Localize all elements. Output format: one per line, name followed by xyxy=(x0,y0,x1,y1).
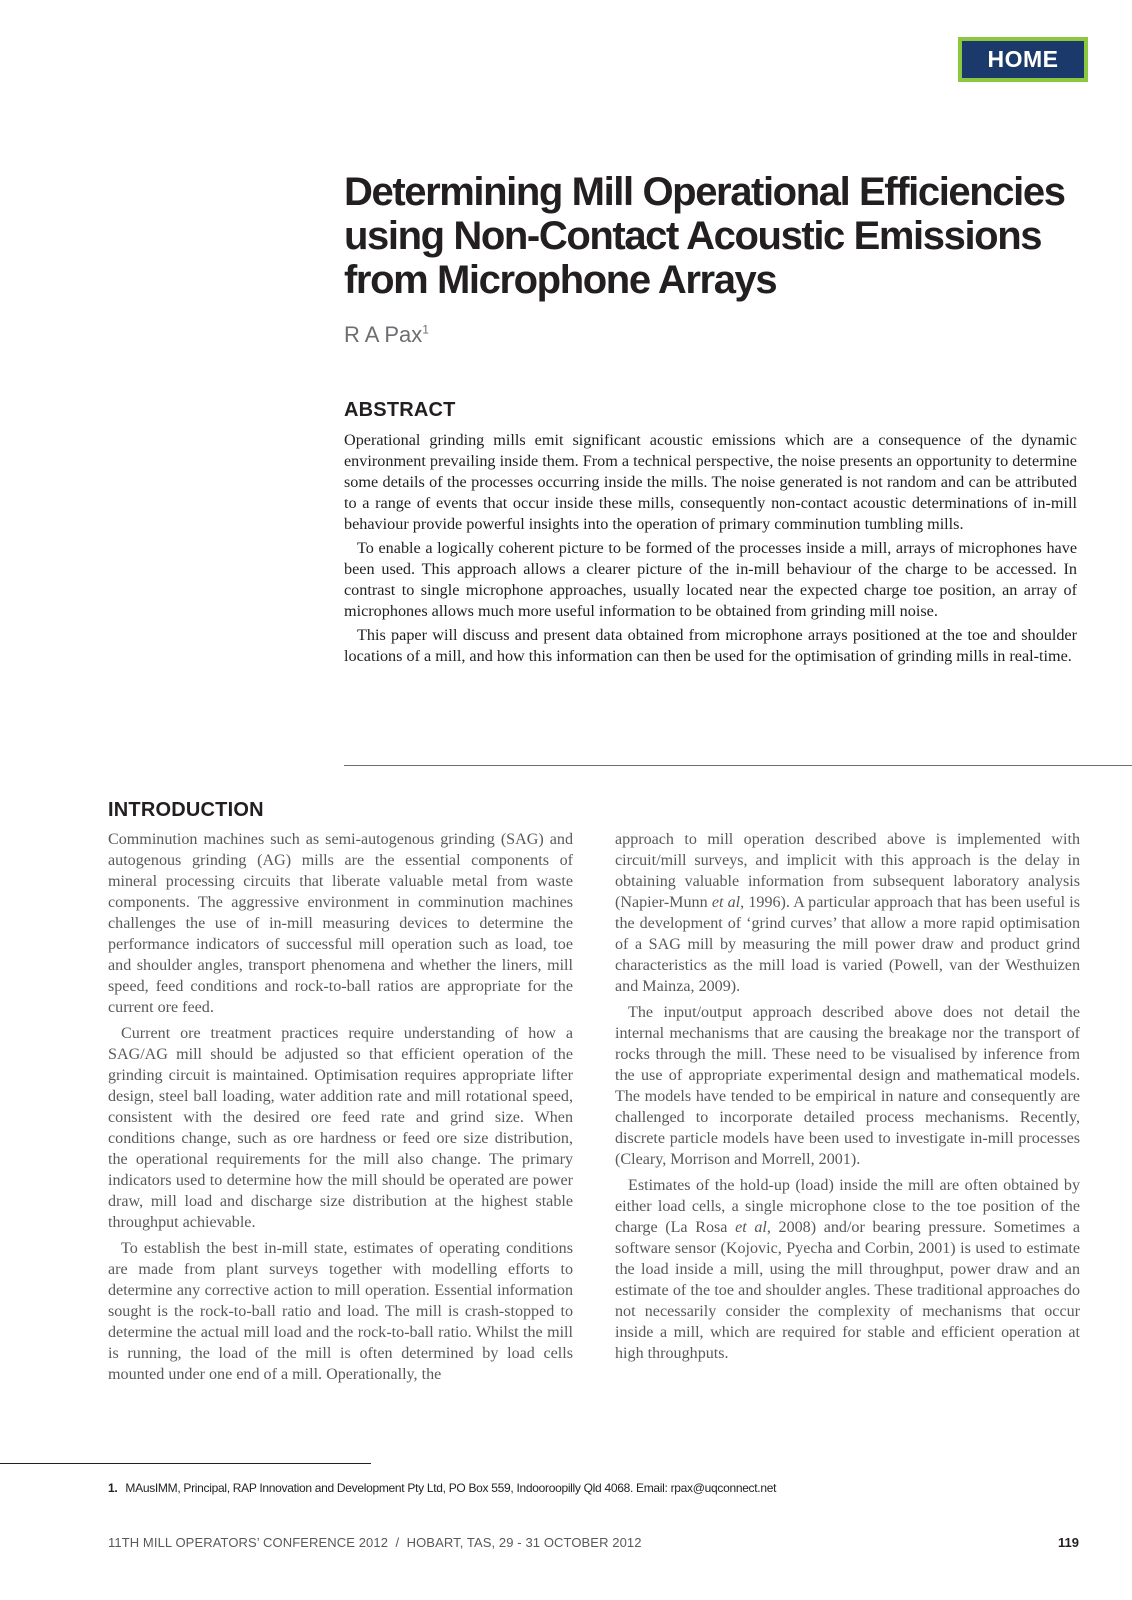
footnote xyxy=(108,1481,1108,1495)
italic-text: et al xyxy=(711,894,741,911)
author-name: R A Pax xyxy=(344,322,423,347)
paper-title: Determining Mill Operational Efficiencies using Non-Contact Acoustic Emissions from Microphone Arrays xyxy=(344,170,1065,302)
footnote-divider xyxy=(0,1463,371,1464)
running-footer: 11TH MILL OPERATORS’ CONFERENCE 2012 / HOBART, TAS, 29 - 31 OCTOBER 2012 xyxy=(108,1535,642,1550)
home-button[interactable]: HOME xyxy=(958,37,1088,82)
body-paragraph: Current ore treatment practices require understanding of how a SAG/AG mill should be adjusted so that efficient operation of the grinding circuit is maintained. Optimisation requires appropriate lifter design, steel ball loading, water addition rate and mill rotational speed, consistent with the desired ore feed rate and grind size. When conditions change, such as ore hardness or feed ore size distribution, the operational requirements for the mill also change. The primary indicators used to determine how the mill should be operated are power draw, mill load and discharge size distribution at the highest stable throughput achievable. xyxy=(108,1025,573,1231)
author-line xyxy=(344,322,429,348)
footnote-text: MAusIMM, Principal, RAP Innovation and Development Pty Ltd, PO Box 559, Indooroopilly Qld 4068. Email: rpax@uqconnect.net xyxy=(125,1481,777,1495)
body-paragraph: The input/output approach described above does not detail the internal mechanisms that are causing the breakage nor the transport of rocks through the mill. These need to be visualised by inference from the use of appropriate experimental design and mathematical models. The models have tended to be empirical in nature and consequently are challenged to incorporate detailed process mechanisms. Recently, discrete particle models have been used to investigate in-mill processes (Cleary, Morrison and Morrell, 2001). xyxy=(615,1004,1080,1168)
introduction-heading: INTRODUCTION xyxy=(108,799,264,821)
text-run: Estimates of the hold-up (load) inside the mill are often obtained by either load cells, a single microphone close to the toe position of the charge (La Rosa xyxy=(615,1177,1080,1236)
abstract-body xyxy=(344,430,1077,670)
body-paragraph: Comminution machines such as semi-autogenous grinding (SAG) and autogenous grinding (AG) mills are the essential components of mineral processing circuits that liberate valuable metal from waste components. The aggressive environment in comminution machines challenges the use of in-mill measuring devices to determine the performance indicators of successful mill operation such as load, toe and shoulder angles, transport phenomena and whether the liners, mill speed, feed conditions and rock-to-ball ratios are appropriate for the current ore feed. xyxy=(108,831,573,1016)
italic-text: et al xyxy=(735,1219,767,1236)
abstract-paragraph: This paper will discuss and present data obtained from microphone arrays positioned at the toe and shoulder locations of a mill, and how this information can then be used for the optimisation of grinding mills in real-time. xyxy=(344,626,1077,665)
text-run: , 1996). A particular approach that has been useful is the development of ‘grind curves’ that allow a more rapid optimisation of a SAG mill by measuring the mill power draw and product grind characteristics as the mill load is varied (Powell, van der Westhuizen and Mainza, 2009). xyxy=(615,894,1080,995)
page-number: 119 xyxy=(1058,1535,1079,1550)
abstract-divider xyxy=(344,765,1132,766)
body-paragraph: To establish the best in-mill state, estimates of operating conditions are made from plant surveys together with modelling efforts to determine any corrective action to mill operation. Essential information sought is the rock-to-ball ratio and load. The mill is crash-stopped to determine the actual mill load and the rock-to-ball ratio. Whilst the mill is running, the load of the mill is often determined by load cells mounted under one end of a mill. Operationally, the xyxy=(108,1240,573,1383)
text-run: approach to mill operation described above is implemented with circuit/mill surveys, and implicit with this approach is the delay in obtaining valuable information from subsequent laboratory analysis (Napier-Munn xyxy=(615,831,1080,911)
body-paragraph xyxy=(615,829,1080,997)
abstract-heading: ABSTRACT xyxy=(344,399,456,421)
right-column xyxy=(615,829,1080,1369)
abstract-paragraph: Operational grinding mills emit significant acoustic emissions which are a consequence of the dynamic environment prevailing inside them. From a technical perspective, the noise presents an opportunity to determine some details of the processes occurring inside the mills. The noise generated is not random and can be attributed to a range of events that occur inside these mills, consequently non-contact acoustic determinations of in-mill behaviour provide powerful insights into the operation of primary comminution tumbling mills. xyxy=(344,431,1077,533)
left-column xyxy=(108,829,573,1390)
body-paragraph xyxy=(615,1175,1080,1364)
text-run: , 2008) and/or bearing pressure. Sometimes a software sensor (Kojovic, Pyecha and Corbin, 2001) is used to estimate the load inside a mill, using the mill throughput, power draw and an estimate of the toe and shoulder angles. These traditional approaches do not necessarily consider the complexity of mechanisms that occur inside a mill, which are required for stable and efficient operation at high throughputs. xyxy=(615,1219,1080,1362)
author-affiliation-mark: 1 xyxy=(422,322,429,337)
footnote-number: 1. xyxy=(108,1481,118,1495)
abstract-paragraph: To enable a logically coherent picture to be formed of the processes inside a mill, arrays of microphones have been used. This approach allows a clearer picture of the in-mill behaviour of the charge to be accessed. In contrast to single microphone approaches, usually located near the expected charge toe position, an array of microphones allows much more useful information to be obtained from grinding mill noise. xyxy=(344,539,1077,620)
